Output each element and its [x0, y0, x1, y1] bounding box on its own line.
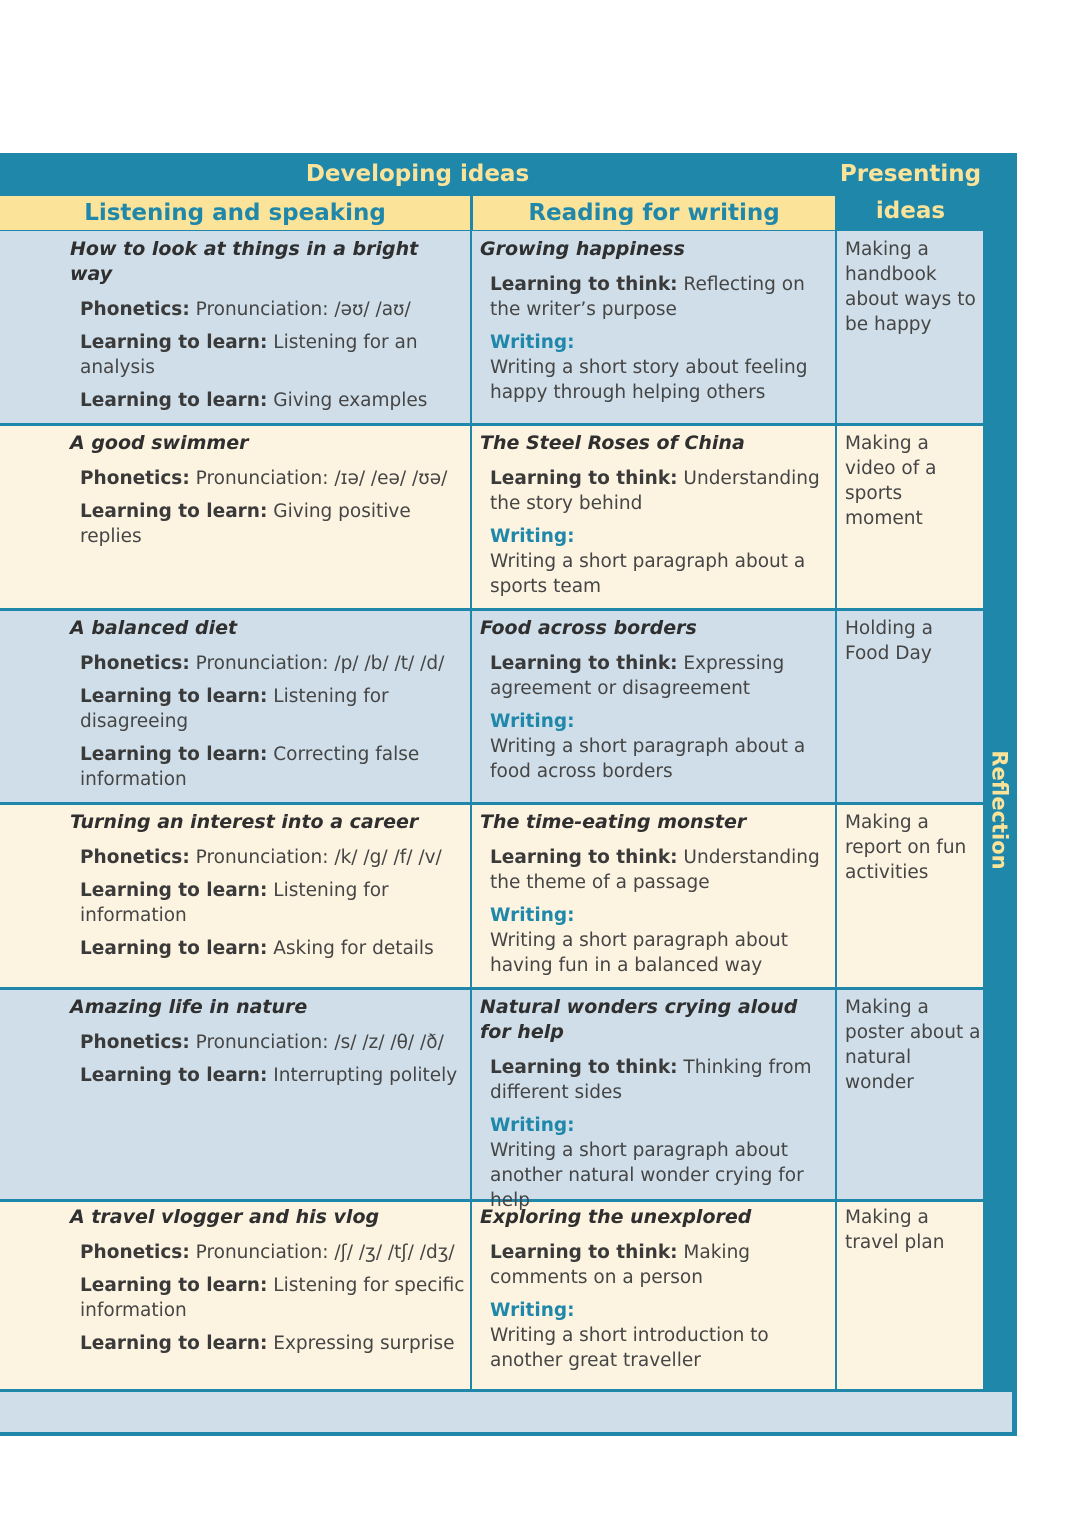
list-item: [80, 878, 466, 928]
list-item: [80, 936, 466, 961]
topic-title: Amazing life in nature: [70, 996, 308, 1018]
presenting-ideas-header-line2: ideas: [875, 198, 946, 224]
item-label: Learning to think:: [490, 274, 678, 295]
item-text: Pronunciation: /p/ /b/ /t/ /d/: [195, 653, 445, 674]
writing-label: Writing:: [490, 1115, 575, 1136]
list-item: [80, 651, 466, 676]
item-text: Pronunciation: /s/ /z/ /θ/ /ð/: [195, 1032, 444, 1053]
item-label: Phonetics:: [80, 847, 190, 868]
writing-label: Writing:: [490, 1300, 575, 1321]
item-text: Listening for disagreeing: [80, 686, 389, 732]
item-text: Reflecting on the writer’s purpose: [490, 274, 805, 320]
item-label: Learning to learn:: [80, 501, 268, 522]
item-label: Phonetics:: [80, 468, 190, 489]
topic-title: Natural wonders crying aloud for help: [480, 996, 798, 1043]
item-text: Expressing surprise: [273, 1333, 455, 1354]
row-1-reading: [480, 237, 830, 405]
column-divider-1: [470, 196, 472, 1389]
reflection-label-wrap: [983, 231, 1017, 1389]
topic-title: The Steel Roses of China: [480, 432, 745, 454]
list-item: [490, 466, 830, 516]
item-label: Learning to think:: [490, 1242, 678, 1263]
list-item: [80, 1240, 466, 1265]
presenting-ideas-header-line1: Presenting: [839, 161, 982, 187]
item-label: Learning to learn:: [80, 390, 268, 411]
topic-title: A travel vlogger and his vlog: [70, 1206, 380, 1228]
item-text: Listening for an analysis: [80, 332, 418, 378]
writing-text: Writing a short paragraph about having fun in a balanced way: [490, 930, 789, 976]
item-text: Thinking from different sides: [490, 1057, 812, 1103]
writing-text: Writing a short paragraph about a food across borders: [490, 736, 806, 782]
list-item: [80, 1063, 466, 1088]
row-5-presenting: Making a poster about a natural wonder: [845, 997, 981, 1093]
row-1-presenting: Making a handbook about ways to be happy: [845, 239, 976, 335]
topic-title: A balanced diet: [70, 617, 238, 639]
item-text: Pronunciation: /ɪə/ /eə/ /ʊə/: [195, 468, 448, 489]
column-divider-2: [835, 153, 837, 1389]
list-item: [80, 845, 466, 870]
item-label: Phonetics:: [80, 1032, 190, 1053]
item-label: Learning to learn:: [80, 1333, 268, 1354]
item-text: Understanding the story behind: [490, 468, 820, 514]
footer-strip: [0, 1392, 1012, 1432]
item-text: Asking for details: [273, 938, 434, 959]
writing-text: Writing a short introduction to another great traveller: [490, 1325, 769, 1371]
topic-title: A good swimmer: [70, 432, 249, 454]
list-item: [80, 499, 466, 549]
item-text: Interrupting politely: [273, 1065, 458, 1086]
row-2-presenting: Making a video of a sports moment: [845, 433, 937, 529]
row-6-listening: [70, 1205, 466, 1364]
writing-text: Writing a short story about feeling happy through helping others: [490, 357, 808, 403]
developing-ideas-header: Developing ideas: [305, 161, 530, 187]
item-label: Phonetics:: [80, 1242, 190, 1263]
list-item: [80, 330, 466, 380]
item-label: Learning to learn:: [80, 880, 268, 901]
item-text: Listening for specific information: [80, 1275, 465, 1321]
topic-title: How to look at things in a bright way: [70, 238, 419, 285]
item-label: Learning to learn:: [80, 744, 268, 765]
row-3-reading: [480, 616, 830, 784]
item-label: Phonetics:: [80, 299, 190, 320]
item-label: Learning to learn:: [80, 1065, 268, 1086]
item-label: Learning to think:: [490, 1057, 678, 1078]
item-text: Understanding the theme of a passage: [490, 847, 820, 893]
list-item: [490, 272, 830, 322]
item-label: Learning to learn:: [80, 332, 268, 353]
item-text: Pronunciation: /ʃ/ /ʒ/ /tʃ/ /dʒ/: [195, 1242, 455, 1263]
row-4-presenting: Making a report on fun activities: [845, 812, 967, 883]
list-item: [80, 1273, 466, 1323]
list-item: [490, 651, 830, 701]
topic-title: Exploring the unexplored: [480, 1206, 752, 1228]
item-text: Listening for information: [80, 880, 389, 926]
list-item: [80, 684, 466, 734]
item-label: Learning to think:: [490, 468, 678, 489]
item-text: Correcting false information: [80, 744, 420, 790]
topic-title: Turning an interest into a career: [70, 811, 419, 833]
listening-speaking-header: Listening and speaking: [0, 196, 470, 230]
list-item: [490, 1240, 830, 1290]
reflection-label: Reflection: [988, 750, 1013, 870]
item-label: Learning to learn:: [80, 1275, 268, 1296]
row-2-listening: [70, 431, 466, 557]
item-label: Phonetics:: [80, 653, 190, 674]
row-1-listening: [70, 237, 466, 421]
topic-title: The time-eating monster: [480, 811, 747, 833]
reading-writing-header: Reading for writing: [473, 196, 835, 230]
row-5-listening: [70, 995, 466, 1096]
writing-text: Writing a short paragraph about another natural wonder crying for help: [490, 1140, 804, 1211]
writing-label: Writing:: [490, 905, 575, 926]
writing-label: Writing:: [490, 526, 575, 547]
list-item: [80, 297, 466, 322]
row-6-reading: [480, 1205, 830, 1373]
writing-text: Writing a short paragraph about a sports team: [490, 551, 806, 597]
topic-title: Growing happiness: [480, 238, 685, 260]
item-label: Learning to learn:: [80, 938, 268, 959]
row-3-presenting: Holding a Food Day: [845, 618, 933, 664]
list-item: [490, 845, 830, 895]
row-6-presenting: Making a travel plan: [845, 1207, 945, 1253]
list-item: [80, 742, 466, 792]
item-text: Giving positive replies: [80, 501, 411, 547]
item-text: Pronunciation: /əʊ/ /aʊ/: [195, 299, 411, 320]
list-item: [490, 1055, 830, 1105]
list-item: [80, 1331, 466, 1356]
list-item: [80, 1030, 466, 1055]
row-2-reading: [480, 431, 830, 599]
writing-label: Writing:: [490, 332, 575, 353]
item-label: Learning to learn:: [80, 686, 268, 707]
item-text: Making comments on a person: [490, 1242, 751, 1288]
item-text: Giving examples: [273, 390, 428, 411]
item-text: Expressing agreement or disagreement: [490, 653, 785, 699]
topic-title: Food across borders: [480, 617, 697, 639]
item-label: Learning to think:: [490, 653, 678, 674]
list-item: [80, 388, 466, 413]
writing-label: Writing:: [490, 711, 575, 732]
row-4-listening: [70, 810, 466, 969]
row-5-reading: [480, 995, 830, 1213]
row-4-reading: [480, 810, 830, 978]
list-item: [80, 466, 466, 491]
item-text: Pronunciation: /k/ /g/ /f/ /v/: [195, 847, 442, 868]
row-3-listening: [70, 616, 466, 800]
item-label: Learning to think:: [490, 847, 678, 868]
